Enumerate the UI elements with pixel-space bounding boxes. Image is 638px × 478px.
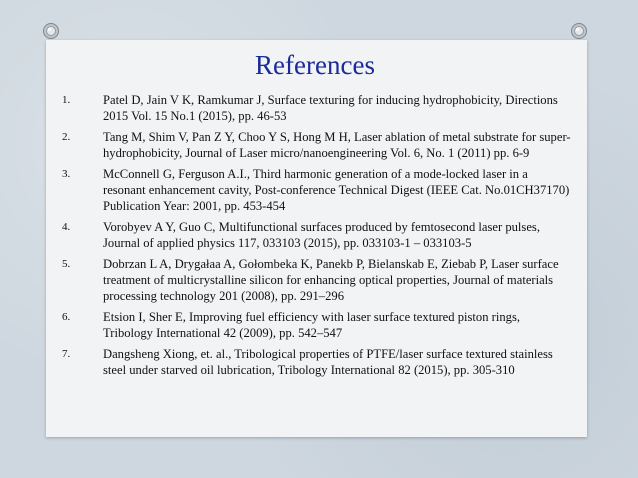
reference-text: Dangsheng Xiong, et. al., Tribological properties of PTFE/laser surface textured stainless steel under starved oil lubrication, Tribology International 82 (2015), pp. 305-310: [103, 346, 553, 378]
reference-number: 1.: [62, 94, 71, 106]
reference-text: McConnell G, Ferguson A.I., Third harmonic generation of a mode-locked laser in a resonant enhancement cavity, Post-conference Technical Digest (IEEE Cat. No.01CH37170) Publication Year: 2001, pp. 453-454: [103, 166, 570, 214]
list-item: [62, 92, 572, 124]
list-item: [62, 309, 572, 341]
list-item: [62, 129, 572, 161]
list-item: [62, 346, 572, 378]
reference-number: 2.: [62, 130, 71, 143]
reference-number: 4.: [62, 220, 71, 233]
reference-text: Dobrzan L A, Drygałaa A, Gołombeka K, Panekb P, Bielanskab E, Ziebab P, Laser surface treatment of multicrystalline silicon for enhancing optical properties, Journal of materials processing technology 201 (2008), pp. 291–296: [103, 256, 559, 304]
reference-text: Tang M, Shim V, Pan Z Y, Choo Y S, Hong M H, Laser ablation of metal substrate for super-hydrophobicity, Journal of Laser micro/nanoengineering Vol. 6, No. 1 (2011) pp. 6-9: [103, 129, 571, 161]
reference-number: 6.: [62, 310, 71, 323]
reference-list: [62, 92, 572, 383]
pushpin-icon: [570, 22, 588, 40]
reference-text: Vorobyev A Y, Guo C, Multifunctional surfaces produced by femtosecond laser pulses, Journal of applied physics 117, 033103 (2015), pp. 033103-1 – 033103-5: [103, 219, 540, 251]
reference-text: Etsion I, Sher E, Improving fuel efficiency with laser surface textured piston rings, Tribology International 42 (2009), pp. 542–547: [103, 309, 520, 341]
reference-text: Patel D, Jain V K, Ramkumar J, Surface texturing for inducing hydrophobicity, Directions 2015 Vol. 15 No.1 (2015), pp. 46-53: [103, 93, 558, 124]
list-item: [62, 256, 572, 305]
reference-number: 7.: [62, 347, 71, 360]
reference-number: 5.: [62, 257, 71, 270]
title-text: References: [255, 50, 375, 80]
reference-number: 3.: [62, 167, 71, 180]
list-item: [62, 166, 572, 215]
pushpin-icon: [42, 22, 60, 40]
list-item: [62, 219, 572, 251]
page-title: [0, 50, 638, 81]
